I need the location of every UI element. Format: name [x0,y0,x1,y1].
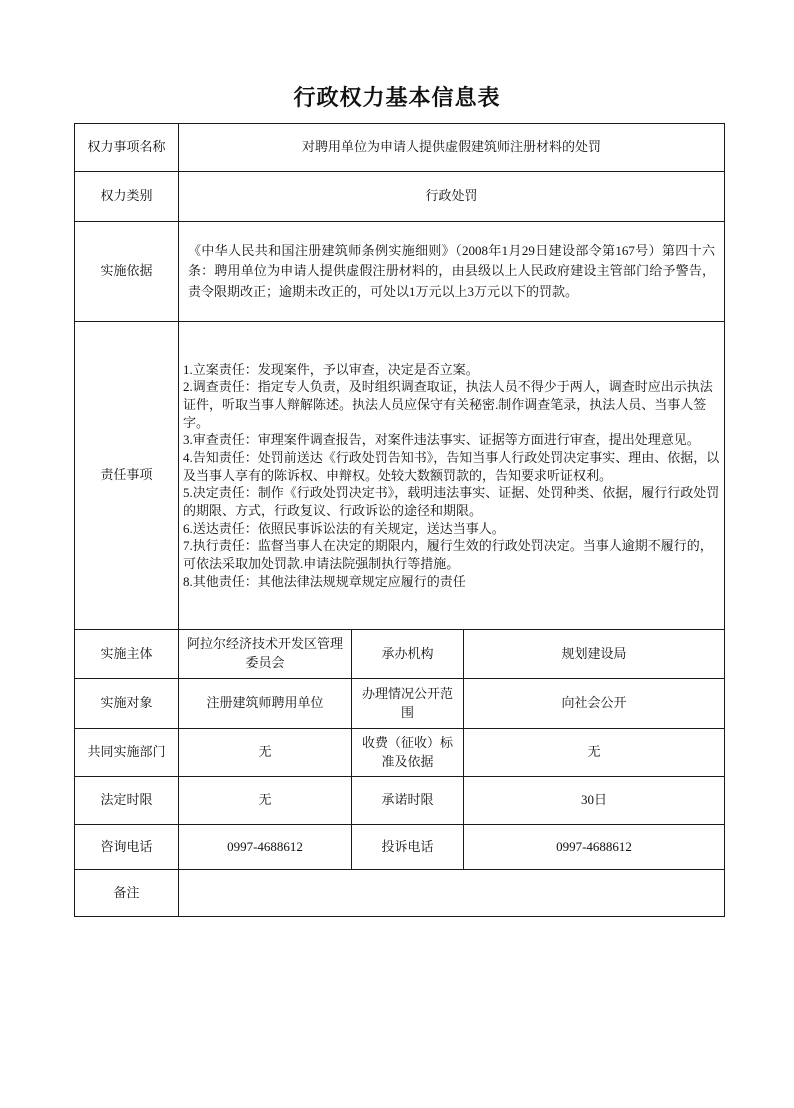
complaint-phone-value: 0997-4688612 [464,825,725,870]
duty-item-8: 8.其他责任：其他法律法规规章规定应履行的责任 [183,573,466,589]
row-phone [75,825,725,870]
promise-limit-value: 30日 [464,777,725,825]
remark-label: 备注 [75,870,179,917]
consult-phone-label: 咨询电话 [75,825,179,870]
power-name-label: 权力事项名称 [75,124,179,172]
row-joint-dept [75,729,725,777]
fee-standard-label: 收费（征收）标准及依据 [352,729,464,777]
row-subject [75,630,725,679]
power-category-label: 权力类别 [75,172,179,222]
object-value: 注册建筑师聘用单位 [179,679,352,729]
row-object [75,679,725,729]
duty-item-4: 4.告知责任：处罚前送达《行政处罚告知书》，告知当事人行政处罚决定事实、理由、依据，以及当事人享有的陈诉权、申辩权。处较大数额罚款的，告知要求听证权利。 [183,449,720,483]
duty-item-1: 1.立案责任：发现案件，予以审查，决定是否立案。 [183,361,479,377]
duty-matters-label: 责任事项 [75,322,179,630]
row-power-name [75,124,725,172]
undertaking-org-value: 规划建设局 [464,630,725,679]
object-label: 实施对象 [75,679,179,729]
complaint-phone-label: 投诉电话 [352,825,464,870]
row-implementation-basis [75,222,725,322]
row-duty-matters [75,322,725,630]
legal-limit-label: 法定时限 [75,777,179,825]
implementation-basis-value: 《中华人民共和国注册建筑师条例实施细则》（2008年1月29日建设部令第167号）第四十六条：聘用单位为申请人提供虚假注册材料的，由县级以上人民政府建设主管部门给予警告，责令限期改正；逾期未改正的，可处以1万元以上3万元以下的罚款。 [179,222,725,322]
remark-value [179,870,725,917]
power-name-value: 对聘用单位为申请人提供虚假建筑师注册材料的处罚 [179,124,725,172]
duty-item-3: 3.审查责任：审理案件调查报告，对案件违法事实、证据等方面进行审查，提出处理意见。 [183,432,700,448]
joint-dept-value: 无 [179,729,352,777]
fee-standard-value: 无 [464,729,725,777]
info-table [74,123,725,917]
subject-label: 实施主体 [75,630,179,679]
duty-item-5: 5.决定责任：制作《行政处罚决定书》，载明违法事实、证据、处罚种类、依据，履行行政处罚的期限、方式，行政复议、行政诉讼的途径和期限。 [183,485,720,518]
joint-dept-label: 共同实施部门 [75,729,179,777]
duty-item-2: 2.调查责任：指定专人负责，及时组织调查取证，执法人员不得少于两人，调查时应出示执法证件，听取当事人辩解陈述。执法人员应保守有关秘密.制作调查笔录，执法人员、当事人签字。 [183,379,713,430]
undertaking-org-label: 承办机构 [352,630,464,679]
promise-limit-label: 承诺时限 [352,777,464,825]
power-category-value: 行政处罚 [179,172,725,222]
row-power-category [75,172,725,222]
implementation-basis-label: 实施依据 [75,222,179,322]
disclosure-scope-value: 向社会公开 [464,679,725,729]
subject-value: 阿拉尔经济技术开发区管理委员会 [179,630,352,679]
row-legal-limit [75,777,725,825]
document-title: 行政权力基本信息表 [293,85,501,110]
duty-item-6: 6.送达责任：依照民事诉讼法的有关规定，送达当事人。 [183,520,505,536]
disclosure-scope-label: 办理情况公开范围 [352,679,464,729]
row-remark [75,870,725,917]
duty-matters-value [179,322,725,630]
legal-limit-value: 无 [179,777,352,825]
consult-phone-value: 0997-4688612 [179,825,352,870]
duty-item-7: 7.执行责任：监督当事人在决定的期限内，履行生效的行政处罚决定。当事人逾期不履行的，可依法采取加处罚款.申请法院强制执行等措施。 [183,538,713,572]
